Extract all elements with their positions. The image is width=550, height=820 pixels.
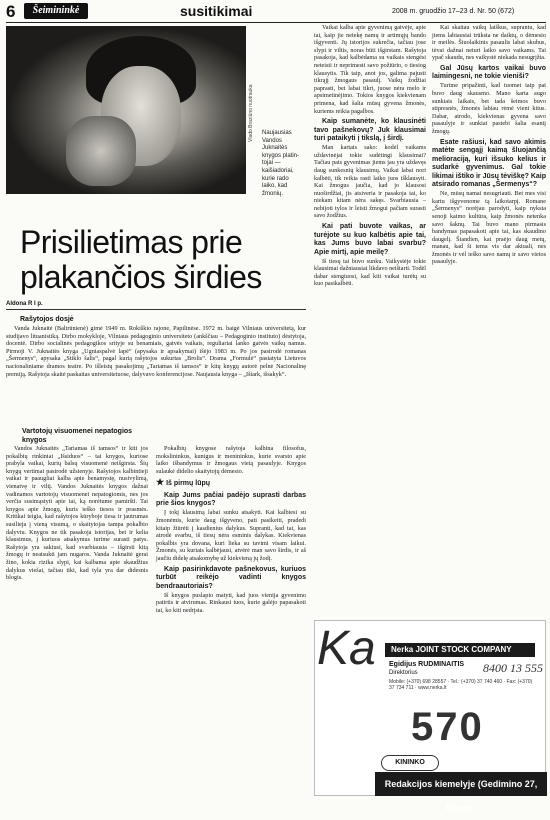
col4-question-2: Esate rašiusi, kad savo akimis matėte sengąjį kaimą šluojančią melioraciją, kuri išsuko kelius ir sudarkė gyvenimus. Gal tokie likimai ištiko ir Jūsų tėviškę? Kaip atsirado romanas „Šermenys“?: [432, 138, 546, 189]
col3-answer-1: Man kartais sako: kodėl vaikams uždavinėjai tokie sudėtingi klausimai? Tačiau pats gyvenimas jiems jau yra uždavęs daug sunkesnių klausimų. Vaikai labai nori kalbėti, tik reikia rasti laiko juos išklausyti. Kai žmogus jaučia, kad jo klausosi nuoširdžiai, jis atsiveria ir pasakoja tai, ko niekam kitam nėra sakęs. Svarbiausia – nebijoti tylos ir leisti žmogui pačiam surasti savo žodžius.: [314, 144, 426, 220]
photo-hand-shape: [66, 116, 136, 186]
col2-subheading: [156, 478, 306, 489]
col3-answer-2: Iš tiesų tai buvo sunku. Vaikystėje tokie klausimai dažniausiai likdavo neištarti. Todėl dabar stengiuosi, kad kiti vaikai turėtų su kuo pasikalbėti.: [314, 257, 427, 288]
ad-logo: KININKO: [381, 755, 439, 771]
bio-paragraph: Vanda Juknaitė (Baltrūnienė) gimė 1949 m. Rokiškio rajone, Papilinėse. 1972 m. baigė Vilniaus universitetą, kur studijavo lituanistiką. Dirbo mokykloje, Vilniaus pedagoginio universiteto (ankščiau – Pedagoginio instituto) dėstytoja, docentė. Dirbo socialinės pedagogikos srityje su benamiais, gatvės vaikais, reguliariai lanko gatvės vaikų namus. Pirmoji V. Juknaitės knyga „Ugniaspalvė lapė“ (apysaka ir apsakymai) išėjo 1983 m. Po jos pasirodė romanas „Šermenys“, apysaka „Stiklo šalis“, pagal kurią rašytojos sukurtas „Brolis“. Drama „Formulė“ pastatyta Lietuvos nacionaliniame dramos teatre. Po išleistų pasakojimų „Tariamas iš tamsos“ ir kitų knygų autorė pelnė Nacionalinę premiją. Rašytoja skaitė paskaitas universitetuose, dalyvavo konferencijose. Naujausia knyga – „Ištark, išsakyk“.: [6, 325, 306, 378]
col2-intro: Pokalbių knygose rašytoja kalbina filosofus, mokslininkus, kunigus ir menininkus, kurie svarsto apie laiko išbandymus ir žmogaus vietą pasaulyje. Knygos sulaukė didelio skaitytojų dėmesio.: [156, 445, 306, 475]
col2-answer-1: Į tokį klausimą labai sunku atsakyti. Kai kalbiesi su žmonėmis, kurie daug išgyveno, pati pasikeiti, pradedi kitaip žiūrėti į kasdienius dalykus. Supranti, kad tai, kas atrodė svarbu, iš tiesų nėra esminis dalykas. Kiekvienas pokalbis yra dovana, kuri lieka su tavimi visam laikui. Žmonės, su kuriais kalbėjausi, atvėrė man savo širdis, ir aš jaučiu didelę atsakomybę už kiekvieną jų žodį.: [156, 509, 306, 562]
title-rule: [6, 309, 306, 310]
ad-handwritten-number: 8400 13 555: [483, 661, 543, 675]
column-1: [6, 445, 148, 797]
ad-watermark: Ka: [317, 622, 376, 675]
ad-bottom-banner: Redakcijos kiemelyje (Gedimino 27, Kaune): [375, 772, 547, 796]
ad-company-band: Nerka JOINT STOCK COMPANY: [385, 643, 535, 657]
article-author: Aldona R I p.: [6, 301, 43, 307]
col4-intro: Kai skaitau vaikų laiškus, suprantu, kad jiems labiausiai trūksta ne daiktų, o dėmesio ir meilės. Šiuolaikinis pasaulis labai skubus, tėvai dažnai neturi laiko savo vaikams. Tai ypač skaudu, nes vaikystė niekada nesugrįžta.: [432, 24, 546, 62]
star-icon: ★: [156, 477, 165, 488]
column-4: [432, 24, 546, 614]
col4-answer-1: Turime pripažinti, kad tuomet taip pat buvo daug skausmo. Mano karta augo sunkiais laikais, bet tada šeimos buvo stipresnės, žmonės labiau rėmė vieni kitus. Dabar, atrodo, kiekvienas gyvena savo pasaulyje ir sunkiai pastebi šalia esantį žmogų.: [432, 82, 546, 136]
column-3: [314, 24, 426, 614]
ad-contact-info: Mobile: (+370) 698 28557 · Tel.: (+370) 37 740 460 · Fax: (+370) 37 734 711 · www.nerka.lt: [389, 679, 533, 691]
column-2: [156, 445, 306, 797]
author-photo: [6, 26, 246, 194]
col2-subheading-label: Iš pirmų lūpų: [166, 480, 211, 488]
bio-text-block: [6, 325, 306, 419]
header-rule: [6, 22, 546, 23]
page-header: [0, 0, 550, 24]
col1-paragraph: Vandos Juknaitės „Tariamas iš tamsos“ ir kiti jos pokalbių rinkiniai „Išsiduos“ – tai knygos, kuriose prabyla vaikai, kurių balsų visuomenė neišgirsta. Šių knygų vertimai pasirodė užsienyje. Rašytojos kalbintieji vaikai ir paaugliai kalba apie benamystę, nusivylimą, vienatvę ir viltį. Vandos Juknaitės knygos dažnai vadinamos vartotojų visuomenei nepatogiomis, nes jos verčia susimąstyti apie tai, ką norėtume pamiršti. Tai knygos apie žmogų, kuris ieško tiesos ir prasmės. Kritikai teigia, kad rašytojos kūryboje tiesa ir jautrumas susilieja į vieną visumą, o skaitytojas tampa pokalbio dalyviu. Knygos ne tik pasakoja istorijas, bet ir kelia klausimus, į kuriuos atsakymus turime surasti patys. Rašytoja yra sakiusi, kad svarbiausia – išgirsti kitą žmogų ir neatsukti jam nugaros. Vanda Juknaitė gerai žino, kokia rizika slypi, kai kalbama apie skaudžius dalykus viešai, tačiau tiki, kad tyla yra dar didesnis blogis.: [6, 445, 148, 582]
photo-caption: Naujausias Vandos Juknaitės knygos platintojai — kaišiadoriai, kurie rado laiko, kad žmonių.: [262, 130, 300, 197]
col4-question-1: Gal Jūsų kartos vaikai buvo laimingesni, ne tokie vieniši?: [432, 64, 546, 81]
ad-person-role: Direktorius: [389, 670, 418, 676]
ad-person-name: Egidijus RUDMINAITIS: [389, 661, 465, 668]
page-number: 6: [6, 2, 16, 21]
advertisement: [314, 620, 546, 813]
col3-question-2: Kai pati buvote vaikas, ar turėjote su kuo kalbėtis apie tai, kas Jums buvo labai svarbu? Apie mirtį, apie meilę?: [314, 223, 426, 256]
col2-question-1: Kaip Jums pačiai padėjo suprasti darbas prie šios knygos?: [156, 491, 306, 508]
col4-answer-2: Ne, mūsų namai nesugriauti. Bet mes visi kartu išgyvenome tą laikotarpį. Romane „Šermenys“ norėjau parodyti, kaip nyksta senoji kaimo kultūra, kaip žmonės netenka savo šaknų. Tai buvo mano pirmasis bandymas papasakoti apie tai, kas skaudino daugelį. Šiandien, kai praėjo daug metų, manau, kad ši tema vis dar aktuali, nes žmonės ir vėl ieško savo namų ir savo vietos pasaulyje.: [432, 190, 546, 266]
article-title: Prisilietimas prie plakančios širdies: [20, 224, 262, 295]
col2-answer-2: Iš knygos puslapio matyti, kad juos vienija gyvenimo patirtis ir atvirumas. Rinkausi tuos, kurie galėjo papasakoti tai, ko kiti nedrįsta.: [156, 591, 306, 614]
col3-intro: Vaikai kalba apie gyvenimą gatvėje, apie tai, kaip jie netekę namų ir artimųjų bando išgyventi. Jų istorijos sukrečia, tačiau jose slypi ir viltis, noras būti išgirstam. Rašytoja pasakoja, kad kalbėdama su vaikais stengėsi neteisti ir neprimesti savo požiūrio, o tiesiog klausytis. Tik taip, anot jos, galima pajusti tikrąjį žmogaus pasaulį. Vaikų žodžiai paprasti, bet labai tikri, juose nėra melo ir apsimetinėjimo. Tokios knygos kiekvienam primena, kad šalia mūsų gyvena žmonės, kuriems reikia pagalbos.: [314, 24, 426, 115]
newspaper-logo: Šeimininkė: [24, 3, 88, 19]
ad-big-number: 570: [411, 705, 484, 749]
bio-heading: Rašytojos dosjė: [20, 316, 74, 323]
section-title: susitikimai: [180, 3, 253, 19]
issue-info: 2008 m. gruodžio 17–23 d. Nr. 50 (672): [392, 8, 515, 15]
col3-question-1: Kaip sumanėte, ko klausinėti tavo pašnekovų? Juk klausimai turi pataikyti į tikslą, į širdį.: [314, 118, 426, 143]
col1-subheading: Vartotojų visuomenei nepatogios knygos: [22, 428, 133, 444]
photo-credit: Vlado Braziūno nuotrauka: [248, 84, 254, 142]
col2-question-2: Kaip pasirinkdavote pašnekovus, kuriuos turbūt reikėjo vadinti knygos bendraautoriais?: [156, 565, 306, 590]
